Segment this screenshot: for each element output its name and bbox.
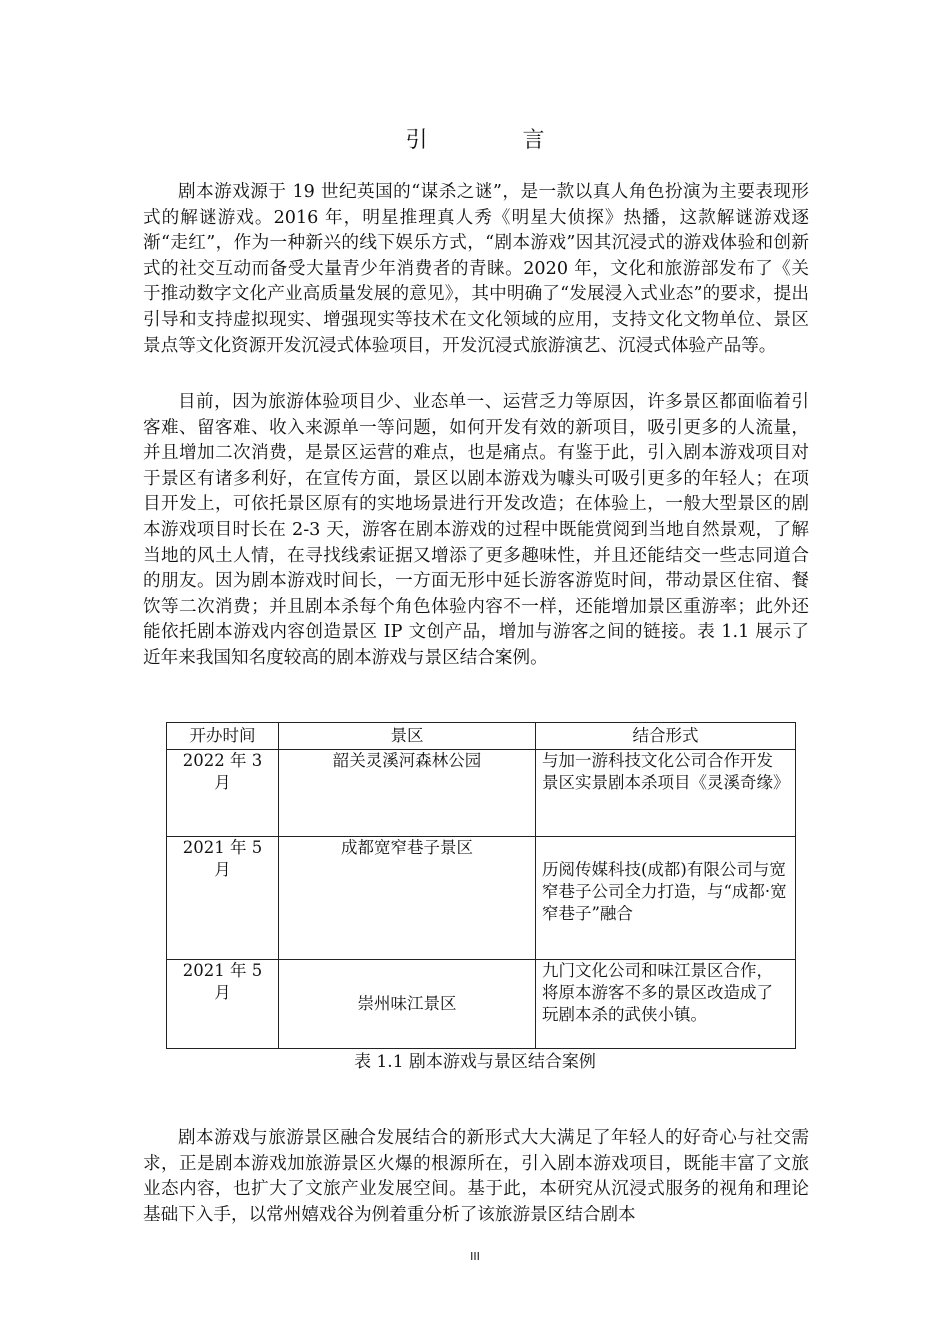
cell-area: 成都宽窄巷子景区 [279,837,536,960]
header-date: 开办时间 [167,723,279,750]
page-title: 引 言 [405,128,589,153]
page-number: III [470,1250,480,1263]
intro-paragraph-1: 剧本游戏源于 19 世纪英国的“谋杀之谜”，是一款以真人角色扮演为主要表现形式的解谜游戏。2016 年，明星推理真人秀《明星大侦探》热播，这款解谜游戏逐渐“走红”，作为一种新兴的线下娱乐方式，“剧本游戏”因其沉浸式的游戏体验和创新式的社交互动而备受大量青少年消费者的青睐。2020 年，文化和旅游部发布了《关于推动数字文化产业高质量发展的意见》，其中明确了“发展浸入式业态”的要求，提出引导和支持虚拟现实、增强现实等技术在文化领域的应用，支持文化文物单位、景区景点等文化资源开发沉浸式体验项目，开发沉浸式旅游演艺、沉浸式体验产品等。 [143,182,809,356]
table-header-row [167,723,796,750]
table-row [167,837,796,960]
intro-paragraph-3: 剧本游戏与旅游景区融合发展结合的新形式大大满足了年轻人的好奇心与社交需求，正是剧本游戏加旅游景区火爆的根源所在，引入剧本游戏项目，既能丰富了文旅业态内容，也扩大了文旅产业发展空间。基于此，本研究从沉浸式服务的视角和理论基础下入手，以常州嬉戏谷为例着重分析了该旅游景区结合剧本 [143,1128,809,1225]
cell-area: 崇州味江景区 [279,960,536,1049]
cell-area: 韶关灵溪河森林公园 [279,750,536,837]
cell-form: 历阅传媒科技(成都)有限公司与宽窄巷子公司全力打造，与“成都·宽窄巷子”融合 [536,837,796,960]
table-row [167,750,796,837]
cases-table [166,722,796,1049]
intro-paragraph-2: 目前，因为旅游体验项目少、业态单一、运营乏力等原因，许多景区都面临着引客难、留客难、收入来源单一等问题，如何开发有效的新项目，吸引更多的人流量，并且增加二次消费，是景区运营的难点，也是痛点。有鉴于此，引入剧本游戏项目对于景区有诸多利好，在宣传方面，景区以剧本游戏为噱头可吸引更多的年轻人；在项目开发上，可依托景区原有的实地场景进行开发改造；在体验上，一般大型景区的剧本游戏项目时长在 2-3 天，游客在剧本游戏的过程中既能赏阅到当地自然景观，了解当地的风土人情，在寻找线索证据又增添了更多趣味性，并且还能结交一些志同道合的朋友。因为剧本游戏时间长，一方面无形中延长游客游览时间，带动景区住宿、餐饮等二次消费；并且剧本杀每个角色体验内容不一样，还能增加景区重游率；此外还能依托剧本游戏内容创造景区 IP 文创产品，增加与游客之间的链接。表 1.1 展示了近年来我国知名度较高的剧本游戏与景区结合案例。 [143,392,809,668]
header-area: 景区 [279,723,536,750]
header-form: 结合形式 [536,723,796,750]
table-row [167,960,796,1049]
table-caption: 表 1.1 剧本游戏与景区结合案例 [354,1052,596,1072]
cell-form: 九门文化公司和味江景区合作， 将原本游客不多的景区改造成了玩剧本杀的武侠小镇。 [536,960,796,1049]
cell-date: 2021 年 5 月 [167,837,279,960]
cell-form: 与加一游科技文化公司合作开发 景区实景剧本杀项目《灵溪奇缘》 [536,750,796,837]
cell-date: 2022 年 3 月 [167,750,279,837]
cell-date: 2021 年 5 月 [167,960,279,1049]
